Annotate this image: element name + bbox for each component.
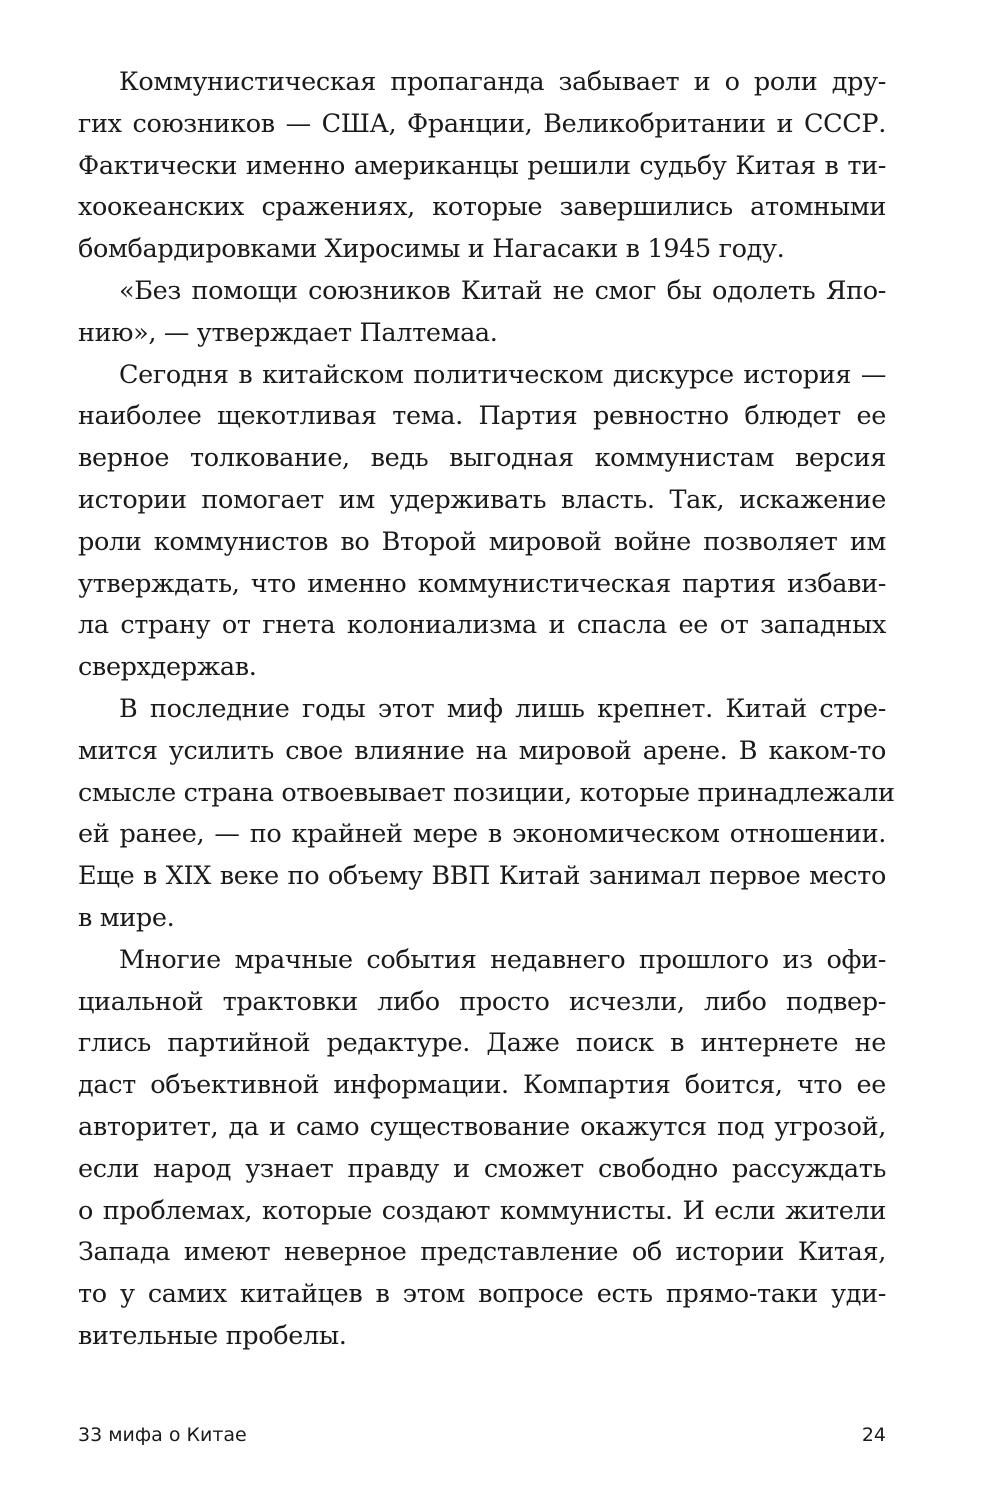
text-line: Фактически именно американцы решили судьбу Китая в ти-: [78, 150, 886, 181]
text-line: гих союзников — США, Франции, Великобритании и СССР.: [78, 108, 886, 139]
text-line: о проблемах, которые создают коммунисты. И если жители: [78, 1195, 886, 1226]
page-number: 24: [861, 1424, 886, 1446]
text-line: наиболее щекотливая тема. Партия ревностно блюдет ее: [78, 401, 886, 432]
text-line: роли коммунистов во Второй мировой войне позволяет им: [78, 526, 886, 557]
text-line: «Без помощи союзников Китай не смог бы одолеть Япо-: [119, 275, 886, 306]
text-line: бомбардировками Хиросимы и Нагасаки в 1945 году.: [78, 234, 785, 265]
text-line: если народ узнает правду и сможет свободно рассуждать: [78, 1153, 886, 1184]
text-line: сверхдержав.: [78, 652, 257, 683]
text-line: истории помогает им удерживать власть. Так, искажение: [78, 484, 886, 515]
text-line: верное толкование, ведь выгодная коммунистам версия: [78, 443, 886, 474]
text-line: Запада имеют неверное представление об истории Китая,: [78, 1237, 886, 1268]
text-line: в мире.: [78, 902, 175, 933]
text-line: утверждать, что именно коммунистическая партия избави-: [78, 568, 886, 599]
text-line: даст объективной информации. Компартия боится, что ее: [78, 1070, 886, 1101]
page-body: [78, 62, 895, 1358]
paragraph-5: [78, 940, 886, 1358]
text-line: авторитет, да и само существование окажутся под угрозой,: [78, 1111, 886, 1142]
text-line: мится усилить свое влияние на мировой арене. В каком-то: [78, 735, 886, 766]
text-line: хоокеанских сражениях, которые завершились атомными: [78, 192, 886, 223]
running-title: 33 мифа о Китае: [78, 1424, 247, 1446]
paragraph-4: [78, 689, 895, 940]
text-line: Многие мрачные события недавнего прошлого из офи-: [119, 944, 886, 975]
text-line: вительные пробелы.: [78, 1320, 347, 1351]
paragraph-2: [78, 271, 886, 355]
text-line: ла страну от гнета колониализма и спасла ее от западных: [78, 610, 886, 641]
text-line: то у самих китайцев в этом вопросе есть прямо-таки уди-: [78, 1279, 886, 1310]
text-line: В последние годы этот миф лишь крепнет. Китай стре-: [119, 693, 886, 724]
text-line: нию», — утверждает Палтемаа.: [78, 317, 498, 348]
text-line: Еще в XIX веке по объему ВВП Китай занимал первое место: [78, 861, 886, 892]
text-line: ей ранее, — по крайней мере в экономическом отношении.: [78, 819, 886, 850]
paragraph-3: [78, 355, 886, 689]
text-line: смысле страна отвоевывает позиции, которые принадлежали: [78, 777, 895, 808]
text-line: Сегодня в китайском политическом дискурсе история —: [119, 359, 886, 390]
text-line: циальной трактовки либо просто исчезли, либо подвер-: [78, 986, 886, 1017]
text-line: Коммунистическая пропаганда забывает и о роли дру-: [119, 67, 886, 97]
text-line: глись партийной редактуре. Даже поиск в интернете не: [78, 1028, 886, 1059]
paragraph-1: [78, 62, 886, 271]
